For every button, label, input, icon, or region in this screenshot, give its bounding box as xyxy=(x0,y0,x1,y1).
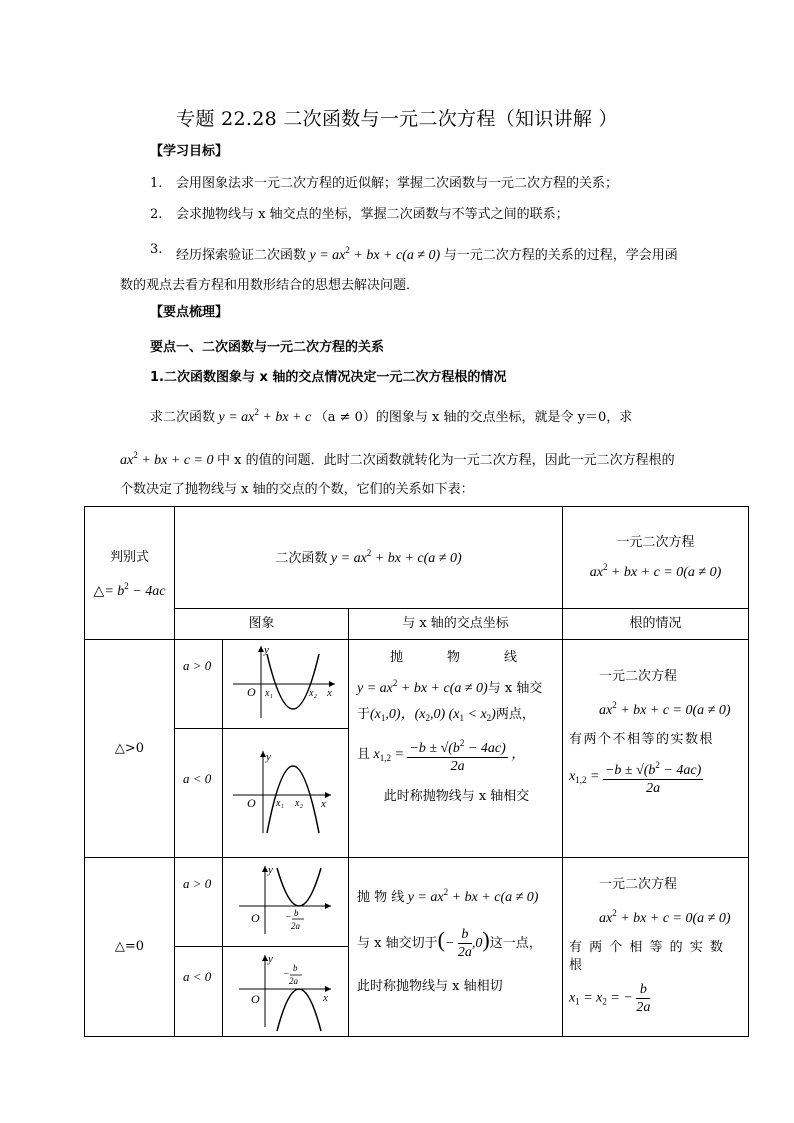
inter-zero-3: 此时称抛物线与 x 轴相切 xyxy=(357,979,503,994)
delta-positive: △>0 xyxy=(85,640,175,858)
roots-pos-formula: $x_{1,2}$ = $\frac{-b \pm √(b^2 - 4ac)}{2a}$ xyxy=(569,757,744,797)
discriminant-header xyxy=(85,507,175,640)
svg-text:O: O xyxy=(251,992,260,1006)
a-neg-label-1: a < 0 xyxy=(175,729,223,858)
col-intersection: 与 x 轴的交点坐标 xyxy=(349,609,563,640)
function-header-formula: $y = ax^2$ + bx + c(a ≠ 0) xyxy=(327,547,462,566)
svg-text:b: b xyxy=(294,908,299,918)
svg-text:y: y xyxy=(268,953,273,965)
point-1-para-line1 xyxy=(150,403,632,427)
svg-text:x₁: x₁ xyxy=(265,688,273,699)
goals-header: 【学习目标】 xyxy=(150,144,229,159)
roots-positive xyxy=(563,640,749,858)
relation-table xyxy=(84,506,749,1037)
inter-pos-1: 抛 物 线 xyxy=(390,650,524,665)
equation-header-formula: $ax^2$ + bx + c = 0(a ≠ 0) xyxy=(589,562,722,580)
svg-text:−: − xyxy=(285,912,292,923)
para-b: （a ≠ 0）的图象与 x 轴的交点坐标，就是令 y＝0，求 xyxy=(314,410,633,425)
discriminant-label: 判别式 xyxy=(109,549,149,565)
equation-header: 一元二次方程 xyxy=(616,535,695,550)
svg-text:x: x xyxy=(327,687,332,699)
inter-zero-2b: 这一点， xyxy=(489,936,542,951)
svg-text:2a: 2a xyxy=(289,976,298,986)
inter-pos-5: 此时称抛物线与 x 轴相交 xyxy=(383,789,530,805)
svg-text:y: y xyxy=(266,751,271,763)
inter-pos-2: 与 x 轴交 xyxy=(487,681,543,696)
svg-text:x: x xyxy=(321,798,326,810)
delta-zero: △=0 xyxy=(85,858,175,1037)
roots-zero-1: 一元二次方程 xyxy=(599,877,678,892)
roots-pos-2: $ax^2$ + bx + c = 0(a ≠ 0) xyxy=(599,700,731,718)
para-c: 中 x 的值的问题．此时二次函数就转化为一元二次方程，因此一元二次方程根的 xyxy=(217,453,675,468)
roots-zero-formula: $x_1 = x_2$ = − $\frac{b}{2a}$ xyxy=(569,982,651,1015)
svg-text:y: y xyxy=(264,644,269,656)
goal-3-text-a: 经历探索验证二次函数 xyxy=(176,248,307,263)
col-graph: 图象 xyxy=(175,609,349,640)
a-pos-label-1: a > 0 xyxy=(175,640,223,729)
goal-2-num: 2. xyxy=(150,207,163,222)
svg-text:x₁: x₁ xyxy=(276,798,284,809)
col-roots: 根的情况 xyxy=(563,609,749,640)
roots-zero-3: 有 两 个 相 等 的 实 数 根 xyxy=(569,940,725,973)
goal-1-num: 1. xyxy=(150,176,163,191)
roots-pos-1: 一元二次方程 xyxy=(599,669,678,684)
svg-text:O: O xyxy=(251,911,260,925)
point-1-heading: 要点一、二次函数与一元二次方程的关系 xyxy=(150,340,385,355)
intersection-zero xyxy=(349,858,563,1037)
graph-zero-down xyxy=(223,947,349,1037)
point-1-sub: 1.二次函数图象与 x 轴的交点情况决定一元二次方程根的情况 xyxy=(150,370,507,385)
goal-3-text-b: 与一元二次方程的关系的过程，学会用函 xyxy=(443,248,678,263)
inter-pos-3a: 于 xyxy=(357,707,371,722)
svg-text:y: y xyxy=(268,864,273,876)
graph-zero-up xyxy=(223,858,349,947)
point-1-para-line2 xyxy=(120,446,675,470)
graph-pos-down xyxy=(223,729,349,858)
goal-3-num: 3. xyxy=(150,242,163,257)
intersection-positive xyxy=(349,640,563,858)
goal-2-text: 会求抛物线与 x 轴交点的坐标，掌握二次函数与不等式之间的联系； xyxy=(176,207,569,222)
roots-zero xyxy=(563,858,749,1037)
a-neg-label-2: a < 0 xyxy=(175,947,223,1037)
svg-text:2a: 2a xyxy=(291,921,300,931)
inter-zero-formula: $y = ax^2$ + bx + c(a ≠ 0) xyxy=(404,887,539,905)
inter-pos-3b: 两点， xyxy=(495,707,535,722)
parabola-up-two-roots-graph xyxy=(223,640,349,724)
goal-3-line xyxy=(176,241,678,265)
para-formula-1: $y = ax^2$ + bx + c xyxy=(215,407,315,425)
page-title: 专题 22.28 二次函数与一元二次方程（知识讲解 ） xyxy=(176,108,618,130)
discriminant-formula: △= $b^2 - 4ac$ xyxy=(93,580,166,599)
svg-text:b: b xyxy=(293,963,298,973)
svg-text:x: x xyxy=(323,992,328,1004)
equation-header-cell xyxy=(563,507,749,609)
goal-1-text: 会用图象法求一元二次方程的近似解；掌握二次函数与一元二次方程的关系； xyxy=(176,176,619,191)
roots-pos-3: 有两个不相等的实数根 xyxy=(569,732,715,747)
inter-pos-formula: $y = ax^2$ + bx + c(a ≠ 0) xyxy=(357,678,488,696)
graph-pos-up xyxy=(223,640,349,729)
a-pos-label-2: a > 0 xyxy=(175,858,223,947)
goal-3-text-c: 数的观点去看方程和用数形结合的思想去解决问题． xyxy=(120,278,420,293)
svg-text:−: − xyxy=(283,969,290,980)
parabola-up-tangent-graph xyxy=(223,858,349,942)
function-header: 二次函数 xyxy=(275,550,328,566)
svg-text:O: O xyxy=(247,685,256,699)
svg-text:O: O xyxy=(247,796,256,810)
roots-zero-2: $ax^2$ + bx + c = 0(a ≠ 0) xyxy=(599,908,731,926)
svg-text:x₂: x₂ xyxy=(309,688,317,699)
parabola-down-tangent-graph xyxy=(223,947,349,1032)
para-formula-2: $ax^2$ + bx + c = 0 xyxy=(120,450,217,468)
para-d: 个数决定了抛物线与 x 轴的交点的个数，它们的关系如下表： xyxy=(120,482,474,497)
inter-pos-points: $(x_1,0)$，$(x_2,0) (x_1 < x_2)$ xyxy=(370,707,496,723)
inter-zero-point: (− $\frac{b}{2a}$ ,0) xyxy=(437,927,490,961)
inter-zero-1: 抛 物 线 xyxy=(357,890,405,905)
inter-pos-4: 且 xyxy=(357,747,371,763)
points-header: 【要点梳理】 xyxy=(150,305,229,320)
parabola-down-two-roots-graph xyxy=(223,729,349,853)
function-header-cell xyxy=(175,507,563,609)
para-a: 求二次函数 xyxy=(150,410,216,425)
inter-zero-2a: 与 x 轴交切于 xyxy=(357,936,438,951)
inter-pos-root-formula: $x_{1,2}$ = $\frac{-b \pm √(b^2 - 4ac)}{2a}$ ， xyxy=(370,747,525,762)
svg-text:x₂: x₂ xyxy=(295,798,303,809)
goal-3-formula: $y = ax^2$ + bx + c(a ≠ 0) xyxy=(306,245,444,263)
